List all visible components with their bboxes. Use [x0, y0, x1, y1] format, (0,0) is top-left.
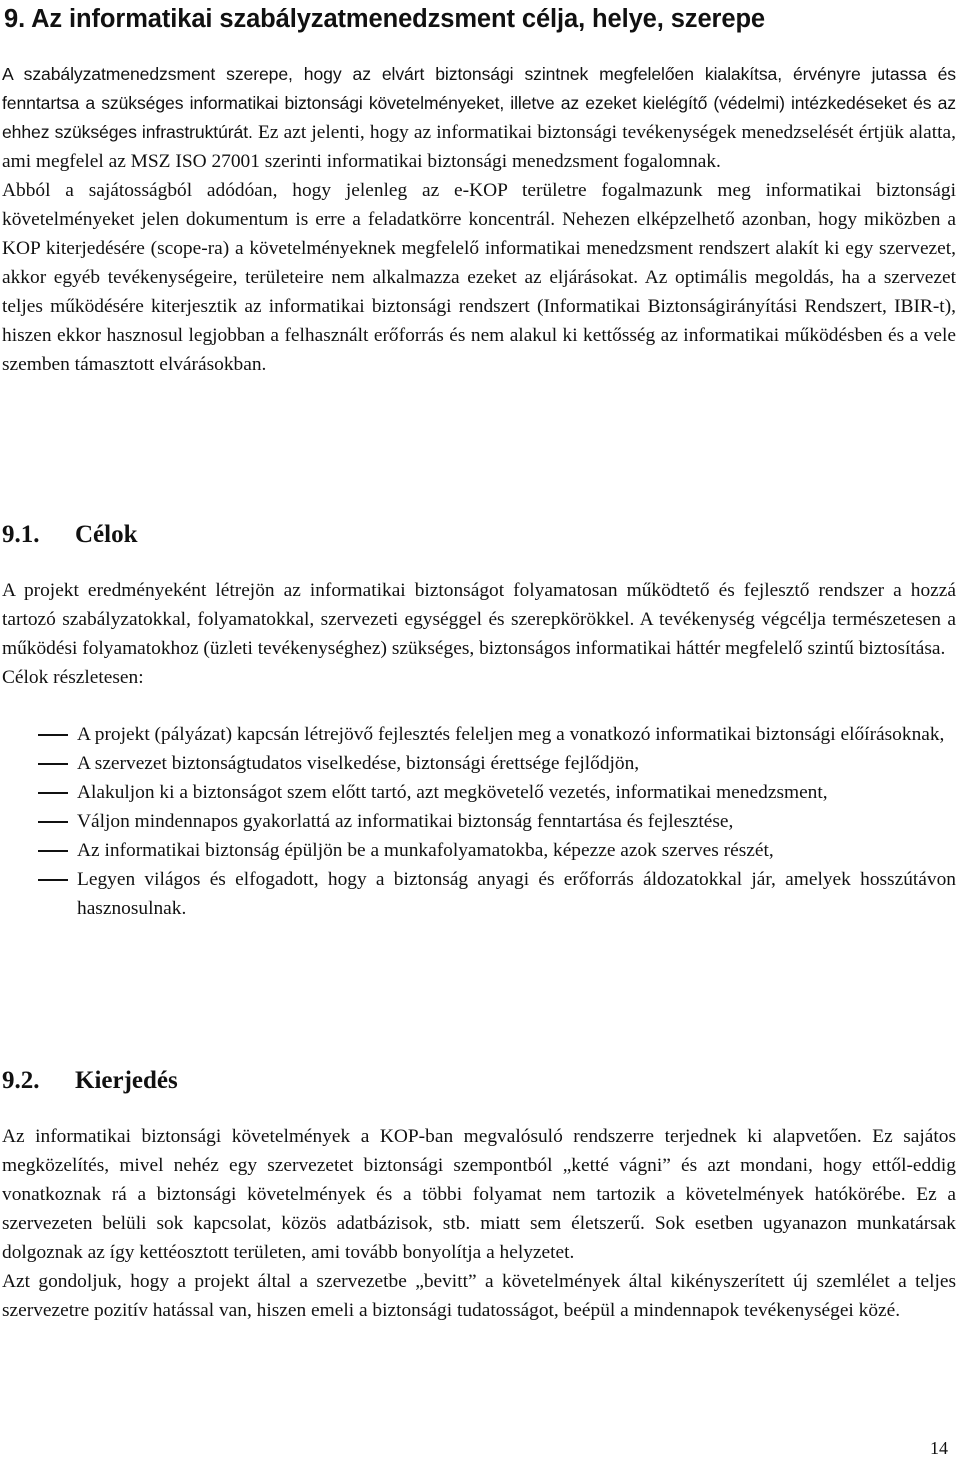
dash-bullet-icon — [38, 879, 68, 881]
section-number: 9.2. — [2, 1067, 40, 1094]
intro-paragraph-2: Abból a sajátosságból adódóan, hogy jelenleg az e-KOP területre fogalmazunk meg informatikai biztonsági követelményeket jelen dokumentum is erre a feladatkörre koncentrál. Nehezen elképzelhető azonban, hogy miközben a KOP kiterjedésére (scope-ra) a követelményeknek megfelelő informatikai menedzsment rendszert alakít ki egy szervezet, akkor egyéb tevékenységeire, területeire nem alkalmazza ezeket az eljárásokat. Az optimális megoldás, ha a szervezet teljes működésére kiterjesztik az informatikai biztonsági rendszert (Informatikai Biztonságirányítási Rendszert, IBIR-t), hiszen ekkor hasznosul legjobban a felhasznált erőforrás és nem alakul ki kettősség az informatikai működésben és a vele szemben támasztott elvárásokban. — [2, 180, 956, 375]
list-item: A projekt (pályázat) kapcsán létrejövő fejlesztés feleljen meg a vonatkozó informatikai biztonsági előírásoknak, — [2, 720, 956, 749]
section-title: Célok — [75, 521, 138, 548]
intro-sans-text: A szabályzatmenedzsment szerepe, hogy az elvárt biztonsági szintnek megfelelően kialakítsa, érvényre jutassa és fenntartsa a szükséges informatikai biztonsági követelményeket, illetve az ezeket kielégítő (védelmi) intézkedéseket és az ehhez szükséges infrastruktúrát. — [2, 64, 956, 142]
dash-bullet-icon — [38, 734, 68, 736]
list-item: Legyen világos és elfogadott, hogy a biztonság anyagi és erőforrás áldozatokkal jár, amelyek hosszútávon hasznosulnak. — [2, 865, 956, 923]
section-9-2-body — [2, 1122, 956, 1325]
intro-section — [2, 60, 956, 379]
list-item: A szervezet biztonságtudatos viselkedése, biztonsági érettsége fejlődjön, — [2, 749, 956, 778]
intro-paragraph — [2, 60, 956, 176]
dash-bullet-icon — [38, 850, 68, 852]
intro-serif-text: Ez azt jelenti, hogy az informatikai biztonsági tevékenységek menedzselését értjük alatta, ami megfelel az MSZ ISO 27001 szerinti informatikai biztonsági menedzsment fogalomnak. — [2, 122, 956, 172]
chapter-heading: 9. Az informatikai szabályzatmenedzsment célja, helye, szerepe — [4, 5, 766, 33]
dash-bullet-icon — [38, 792, 68, 794]
section-9-1-body — [2, 576, 956, 692]
goals-paragraph: A projekt eredményeként létrejön az informatikai biztonságot folyamatosan működtető és fejlesztő rendszer a hozzá tartozó szabályzatokkal, folyamatokkal, szervezeti egységgel és szerepkörökkel. A tevékenység végcélja természetesen a működési folyamatokhoz (üzleti tevékenységhez) szükséges, biztonságos informatikai háttér megfelelő szintű biztosítása. — [2, 580, 956, 659]
list-item: Váljon mindennapos gyakorlattá az informatikai biztonság fenntartása és fejlesztése, — [2, 807, 956, 836]
scope-paragraph: Az informatikai biztonsági követelmények a KOP-ban megvalósuló rendszerre terjednek ki alapvetően. Ez sajátos megközelítés, mivel nehéz egy szervezetet biztonsági szempontból „ketté vágni” és azt mondani, hogy ettől-eddig vonatkoznak rá a biztonsági követelmények és a többi folyamat nem tartozik a követelmények hatókörébe. Ez a szervezeten belüli sok kapcsolat, közös adatbázisok, stb. miatt sem életszerű. Sok esetben ugyanazon munkatársak dolgoznak az így kettéosztott területen, ami tovább bonyolítja a helyzetet. — [2, 1126, 956, 1263]
section-title: Kierjedés — [75, 1067, 178, 1094]
list-item: Alakuljon ki a biztonságot szem előtt tartó, azt megkövetelő vezetés, informatikai menedzsment, — [2, 778, 956, 807]
section-number: 9.1. — [2, 521, 40, 548]
dash-bullet-icon — [38, 763, 68, 765]
list-item: Az informatikai biztonság épüljön be a munkafolyamatokba, képezze azok szerves részét, — [2, 836, 956, 865]
page-number: 14 — [930, 1438, 948, 1458]
scope-paragraph-2: Azt gondoljuk, hogy a projekt által a szervezetbe „bevitt” a követelmények által kikényszerített új szemlélet a teljes szervezetre pozitív hatással van, hiszen emeli a biztonsági tudatosságot, beépül a mindennapok tevékenységei közé. — [2, 1271, 956, 1321]
goals-list — [2, 720, 956, 923]
dash-bullet-icon — [38, 821, 68, 823]
goals-lead: Célok részletesen: — [2, 667, 144, 688]
